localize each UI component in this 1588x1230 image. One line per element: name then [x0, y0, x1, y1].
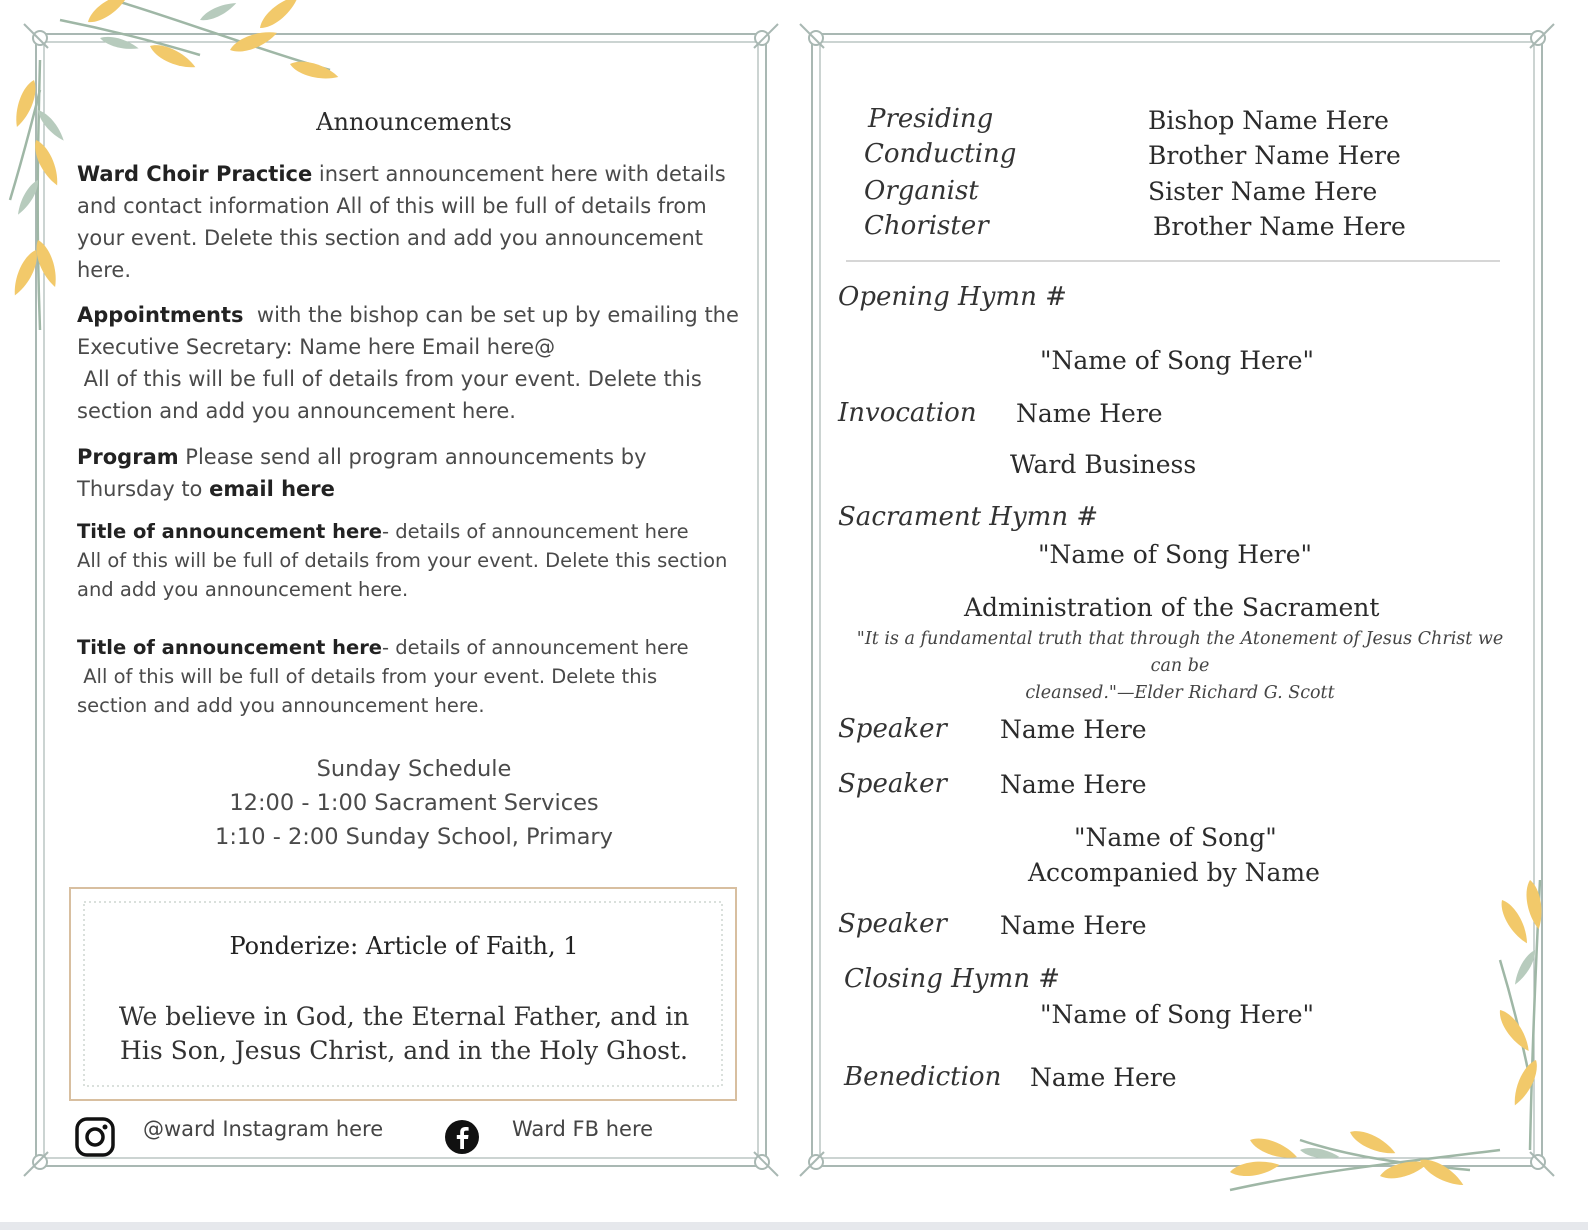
- announcement-1-title: Title of announcement here: [77, 520, 383, 543]
- role-conducting: Conducting: [864, 139, 1017, 169]
- closing-hymn-label: Closing Hymn #: [844, 964, 1060, 994]
- musical-number-song: "Name of Song": [1074, 823, 1277, 852]
- facebook-icon[interactable]: [444, 1119, 480, 1155]
- invocation-name: Name Here: [1016, 399, 1163, 428]
- announcement-2-text: - details of announcement here: [382, 636, 689, 659]
- benediction-label: Benediction: [844, 1062, 1002, 1092]
- ponderize-line-1: We believe in God, the Eternal Father, and in: [118, 1002, 690, 1031]
- ponderize-text: [70, 1000, 738, 1068]
- program-text2: Thursday to: [77, 477, 210, 501]
- speaker-3-name: Name Here: [1000, 911, 1147, 940]
- program-text1: Please send all program announcements by: [178, 445, 647, 469]
- facebook-page[interactable]: Ward FB here: [512, 1117, 654, 1141]
- instagram-handle[interactable]: @ward Instagram here: [143, 1117, 384, 1141]
- closing-hymn-song: "Name of Song Here": [1040, 1000, 1315, 1029]
- speaker-3-label: Speaker: [838, 909, 947, 939]
- announcements-title: Announcements: [316, 108, 512, 136]
- appointments-announcement: [77, 299, 757, 427]
- appointments-line1: with the bishop can be set up by emailing the: [243, 303, 739, 327]
- choir-label: Ward Choir Practice: [77, 162, 313, 186]
- announcement-1: [77, 517, 757, 604]
- role-organist: Organist: [864, 176, 979, 206]
- program-announcement: [77, 441, 757, 505]
- appointments-line3: All of this will be full of details from your event. Delete this: [77, 367, 702, 391]
- opening-hymn-label: Opening Hymn #: [838, 282, 1067, 312]
- sacrament-hymn-song: "Name of Song Here": [1038, 540, 1313, 569]
- opening-hymn-song: "Name of Song Here": [1040, 346, 1315, 375]
- sunday-schedule: [0, 752, 828, 854]
- schedule-line-2: 1:10 - 2:00 Sunday School, Primary: [215, 824, 613, 850]
- choir-announcement: [77, 158, 757, 286]
- program-email-link[interactable]: email here: [209, 477, 335, 501]
- speaker-2-name: Name Here: [1000, 770, 1147, 799]
- announcement-1-body: All of this will be full of details from your event. Delete this section and add you announcement here.: [77, 549, 728, 601]
- ponderize-line-2: His Son, Jesus Christ, and in the Holy Ghost.: [120, 1036, 688, 1065]
- appointments-line4: section and add you announcement here.: [77, 399, 516, 423]
- announcement-1-text: - details of announcement here: [382, 520, 689, 543]
- speaker-2-label: Speaker: [838, 769, 947, 799]
- schedule-line-1: 12:00 - 1:00 Sacrament Services: [229, 790, 599, 816]
- name-conducting: Brother Name Here: [1148, 141, 1401, 170]
- appointments-line2: Executive Secretary: Name here Email here@: [77, 335, 556, 359]
- choir-text: insert announcement here with details and contact information All of this will be full of details from your event. Delete this section and add you announcement here.: [77, 162, 726, 282]
- name-organist: Sister Name Here: [1148, 177, 1378, 206]
- sacrament-hymn-label: Sacrament Hymn #: [838, 502, 1099, 532]
- name-chorister: Brother Name Here: [1153, 212, 1406, 241]
- musical-number-accompanied: Accompanied by Name: [1028, 858, 1320, 887]
- speaker-1-name: Name Here: [1000, 715, 1147, 744]
- ponderize-title: Ponderize: Article of Faith, 1: [229, 932, 579, 960]
- role-presiding: Presiding: [868, 104, 994, 134]
- name-presiding: Bishop Name Here: [1148, 106, 1389, 135]
- announcement-2-line3: section and add you announcement here.: [77, 694, 485, 717]
- benediction-name: Name Here: [1030, 1063, 1177, 1092]
- quote-line-2: cleansed."—Elder Richard G. Scott: [1025, 683, 1335, 703]
- schedule-title: Sunday Schedule: [316, 756, 512, 782]
- quote-line-1: "It is a fundamental truth that through the Atonement of Jesus Christ we can be: [856, 629, 1504, 676]
- sacrament-quote: [840, 626, 1520, 707]
- announcement-2: [77, 633, 757, 720]
- role-chorister: Chorister: [864, 211, 989, 241]
- instagram-icon[interactable]: [75, 1117, 115, 1157]
- invocation-label: Invocation: [838, 398, 977, 428]
- speaker-1-label: Speaker: [838, 714, 947, 744]
- ward-business: Ward Business: [1010, 450, 1197, 479]
- announcement-2-line2: All of this will be full of details from your event. Delete this: [77, 665, 658, 688]
- administration-title: Administration of the Sacrament: [964, 593, 1380, 622]
- program-label: Program: [77, 445, 179, 469]
- announcement-2-title: Title of announcement here: [77, 636, 383, 659]
- appointments-label: Appointments: [77, 303, 244, 327]
- bottom-strip: [0, 1222, 1588, 1230]
